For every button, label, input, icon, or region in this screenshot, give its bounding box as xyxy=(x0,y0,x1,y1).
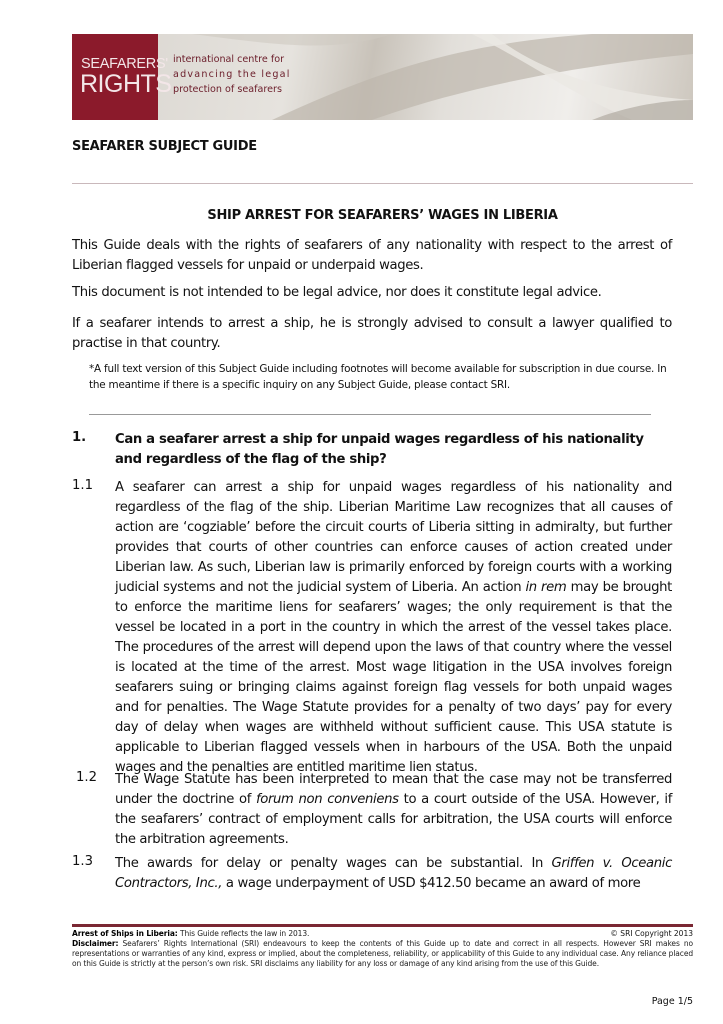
intro-paragraph: If a seafarer intends to arrest a ship, he is strongly advised to consult a lawyer qualified to practise in that country. xyxy=(72,316,672,351)
copyright-notice: © SRI Copyright 2013 xyxy=(610,929,693,938)
logo-line-1: SEAFARERS' xyxy=(81,56,168,72)
item-text: The Wage Statute has been interpreted to mean that the case may not be transferred under the doctrine of xyxy=(115,772,672,807)
tagline-line: protection of seafarers xyxy=(173,84,282,95)
seafarers-rights-logo xyxy=(72,34,172,120)
item-italic-term: Griffen v. Oceanic Contractors, Inc., xyxy=(115,856,672,891)
item-paragraph xyxy=(115,854,672,894)
disclaimer-label: Disclaimer: xyxy=(72,939,119,948)
tagline-line: advancing the legal xyxy=(173,69,291,80)
footer-title-text: This Guide reflects the law in 2013. xyxy=(177,929,310,938)
footer-title xyxy=(72,929,693,939)
header-divider xyxy=(72,183,693,184)
section-number: 1. xyxy=(72,430,87,445)
item-text: may be brought to enforce the maritime liens for seafarers’ wages; the only requirement is that the vessel be located in a port in the country in which the arrest of the vessel takes place. The procedures of the arrest will depend upon the laws of that country where the vessel is located at the time of the arrest. Most wage litigation in the USA involves foreign seafarers suing or bringing claims against foreign flag vessels for both unpaid wages and for penalties. The Wage Statute provides for a penalty of two days’ pay for every day of delay when wages are withheld without sufficient cause. This USA statute is applicable to Liberian flagged vessels when in harbours of the USA. Both the unpaid wages and the penalties are entitled maritime lien status. xyxy=(115,580,673,775)
item-paragraph xyxy=(115,478,672,778)
footer-divider xyxy=(72,924,693,927)
item-text: A seafarer can arrest a ship for unpaid wages regardless of his nationality and regardless of the flag of the ship. Liberian Maritime Law recognizes that all causes of action are ‘cogziable’ before the circuit courts of Liberia sitting in admiralty, but further provides that courts of other countries can enforce causes of action created under Liberian law. As such, Liberian law is primarily enforced by foreign courts with a working judicial systems and not the judicial system of Liberia. An action xyxy=(115,480,672,595)
item-italic-term: forum non conveniens xyxy=(255,792,399,807)
full-text-note: *A full text version of this Subject Guide including footnotes will become available for subscription in due course. In the meantime if there is a specific inquiry on any Subject Guide, please contact SRI. xyxy=(89,363,667,391)
intro-paragraph: This document is not intended to be legal advice, nor does it constitute legal advice. xyxy=(72,285,602,300)
header-banner xyxy=(72,34,693,120)
intro-paragraph: This Guide deals with the rights of seafarers of any nationality with respect to the arrest of Liberian flagged vessels for unpaid or underpaid wages. xyxy=(72,238,672,273)
section-divider xyxy=(89,414,651,415)
tagline-line: international centre for xyxy=(173,54,285,65)
disclaimer-text: Seafarers’ Rights International (SRI) endeavours to keep the contents of this Guide up to date and correct in all respects. However SRI makes no representations or warranties of any kind, express or implied, about the completeness, reliability, or applicability of this Guide to any individual case. Any reliance placed on this Guide is strictly at the person’s own risk. SRI disclaims any liability for any loss or damage of any kind arising from the use of this Guide. xyxy=(72,939,693,968)
section-question: Can a seafarer arrest a ship for unpaid wages regardless of his nationality and regardless of the flag of the ship? xyxy=(115,432,644,467)
item-text: a wage underpayment of USD $412.50 became an award of more xyxy=(222,876,641,891)
page-number: Page 1/5 xyxy=(651,996,693,1007)
page-title: SHIP ARREST FOR SEAFARERS’ WAGES IN LIBERIA xyxy=(207,208,558,223)
disclaimer xyxy=(72,939,693,969)
item-paragraph xyxy=(115,770,672,850)
item-text: The awards for delay or penalty wages can be substantial. In xyxy=(115,856,552,871)
item-italic-term: in rem xyxy=(525,580,567,595)
item-text: to a court outside of the USA. However, if the seafarers’ contract of employment calls for arbitration, the USA courts will enforce the arbitration agreements. xyxy=(115,792,672,847)
item-number: 1.3 xyxy=(72,854,93,869)
footer-title-bold: Arrest of Ships in Liberia: xyxy=(72,929,178,938)
item-number: 1.2 xyxy=(76,770,97,785)
logo-line-2: RIGHTS xyxy=(80,70,172,98)
organisation-tagline xyxy=(173,52,291,97)
document-label: SEAFARER SUBJECT GUIDE xyxy=(72,139,257,154)
item-number: 1.1 xyxy=(72,478,93,493)
